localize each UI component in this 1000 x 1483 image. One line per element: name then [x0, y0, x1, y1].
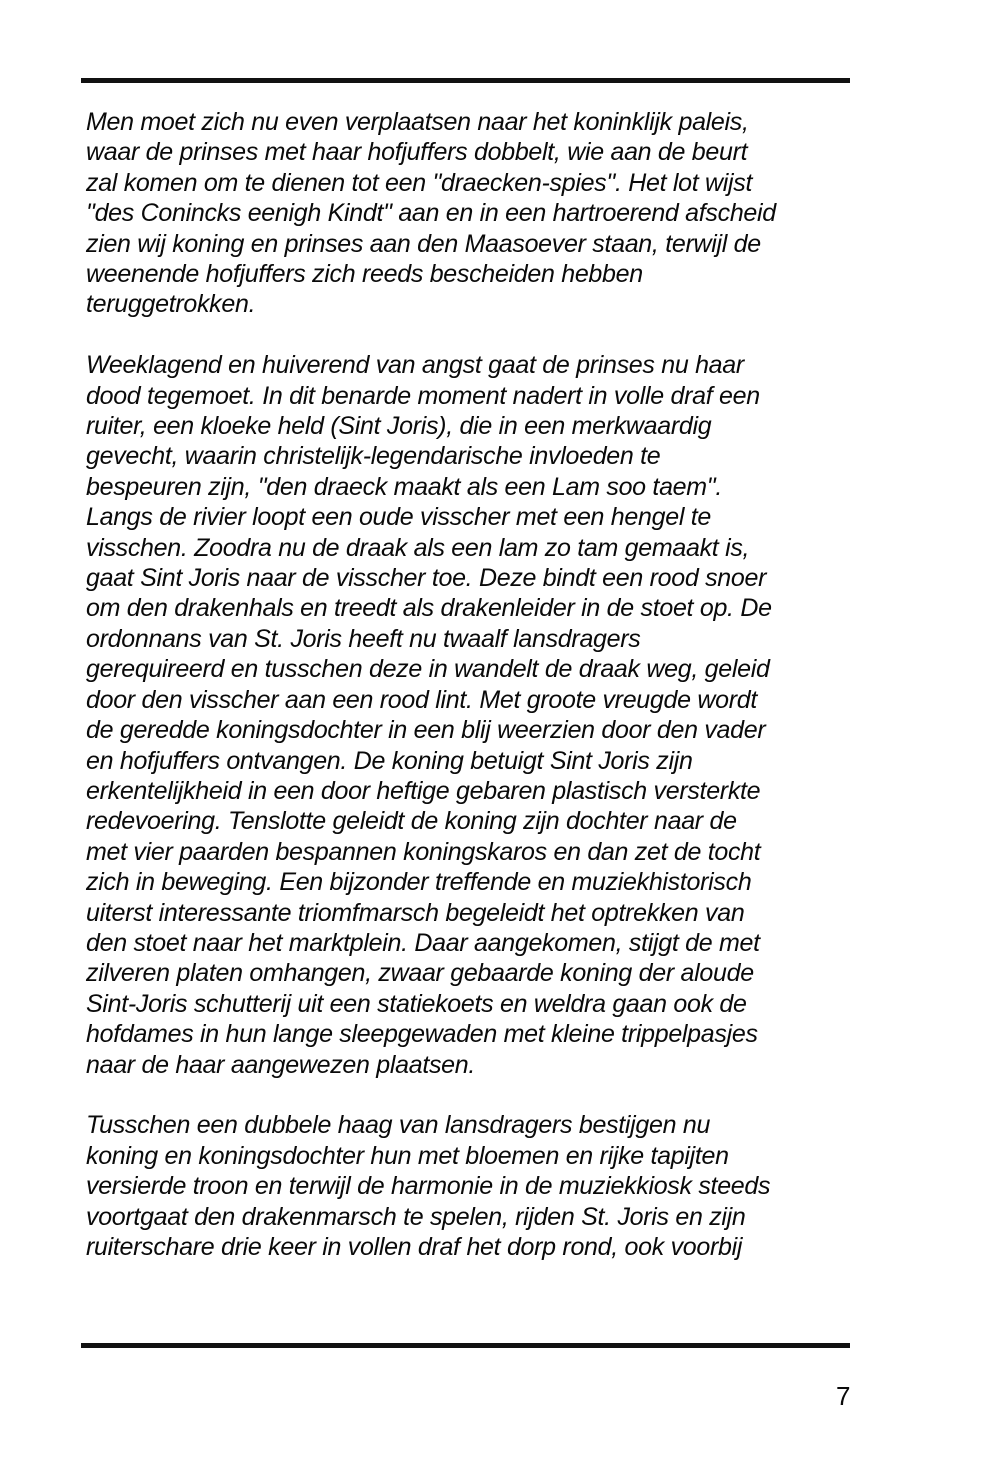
text-line: Tusschen een dubbele haag van lansdragers bestijgen nu	[86, 1111, 711, 1140]
paragraph-2	[86, 350, 866, 1080]
text-line: "des Conincks eenigh Kindt" aan en in een hartroerend afscheid	[86, 199, 776, 228]
text-line: met vier paarden bespannen koningskaros en dan zet de tocht	[86, 837, 761, 866]
text-line: teruggetrokken.	[86, 290, 256, 319]
text-line: zal komen om te dienen tot een "draecken-spies". Het lot wijst	[86, 168, 753, 197]
text-line: weenende hofjuffers zich reeds bescheiden hebben	[86, 260, 643, 289]
text-line: en hofjuffers ontvangen. De koning betuigt Sint Joris zijn	[86, 746, 693, 775]
text-line: Weeklagend en huiverend van angst gaat de prinses nu haar	[86, 351, 744, 380]
text-line: bespeuren zijn, "den draeck maakt als een Lam soo taem".	[86, 472, 723, 501]
text-line: gevecht, waarin christelijk-legendarische invloeden te	[86, 442, 661, 471]
text-line: dood tegemoet. In dit benarde moment nadert in volle draf een	[86, 381, 760, 410]
text-line: erkentelijkheid in een door heftige gebaren plastisch versterkte	[86, 776, 761, 805]
top-rule	[81, 78, 850, 83]
text-line: koning en koningsdochter hun met bloemen en rijke tapijten	[86, 1141, 729, 1170]
text-line: zilveren platen omhangen, zwaar gebaarde koning der aloude	[86, 959, 754, 988]
text-line: Men moet zich nu even verplaatsen naar het koninklijk paleis,	[86, 108, 749, 136]
text-line: versierde troon en terwijl de harmonie in de muziekkiosk steeds	[86, 1172, 771, 1201]
bottom-rule	[81, 1343, 850, 1348]
text-line: zien wij koning en prinses aan den Maasoever staan, terwijl de	[86, 229, 761, 258]
text-line: ordonnans van St. Joris heeft nu twaalf lansdragers	[86, 624, 641, 653]
text-line: om den drakenhals en treedt als drakenleider in de stoet op. De	[86, 594, 772, 623]
text-line: ruiterschare drie keer in vollen draf het dorp rond, ook voorbij	[86, 1233, 743, 1261]
text-line: gerequireerd en tusschen deze in wandelt de draak weg, geleid	[86, 655, 770, 684]
page-number: 7	[836, 1381, 851, 1411]
body-text	[86, 107, 866, 1262]
text-line: hofdames in hun lange sleepgewaden met kleine trippelpasjes	[86, 1020, 758, 1049]
text-line: gaat Sint Joris naar de visscher toe. Deze bindt een rood snoer	[86, 564, 767, 593]
text-line: den stoet naar het marktplein. Daar aangekomen, stijgt de met	[86, 928, 760, 957]
text-line: Sint-Joris schutterij uit een statiekoets en weldra gaan ook de	[86, 989, 747, 1018]
text-line: visschen. Zoodra nu de draak als een lam zo tam gemaakt is,	[86, 533, 750, 562]
paragraph-3	[86, 1110, 866, 1262]
paragraph-1	[86, 107, 866, 320]
text-line: uiterst interessante triomfmarsch begeleidt het optrekken van	[86, 898, 745, 927]
text-line: voortgaat den drakenmarsch te spelen, rijden St. Joris en zijn	[86, 1202, 746, 1231]
text-line: ruiter, een kloeke held (Sint Joris), die in een merkwaardig	[86, 412, 712, 441]
text-line: de geredde koningsdochter in een blij weerzien door den vader	[86, 716, 766, 745]
text-line: Langs de rivier loopt een oude visscher met een hengel te	[86, 503, 711, 532]
text-line: zich in beweging. Een bijzonder treffende en muziekhistorisch	[86, 868, 752, 897]
text-line: redevoering. Tenslotte geleidt de koning zijn dochter naar de	[86, 807, 737, 836]
text-line: naar de haar aangewezen plaatsen.	[86, 1050, 476, 1079]
text-line: door den visscher aan een rood lint. Met groote vreugde wordt	[86, 685, 757, 714]
text-line: waar de prinses met haar hofjuffers dobbelt, wie aan de beurt	[86, 138, 748, 167]
